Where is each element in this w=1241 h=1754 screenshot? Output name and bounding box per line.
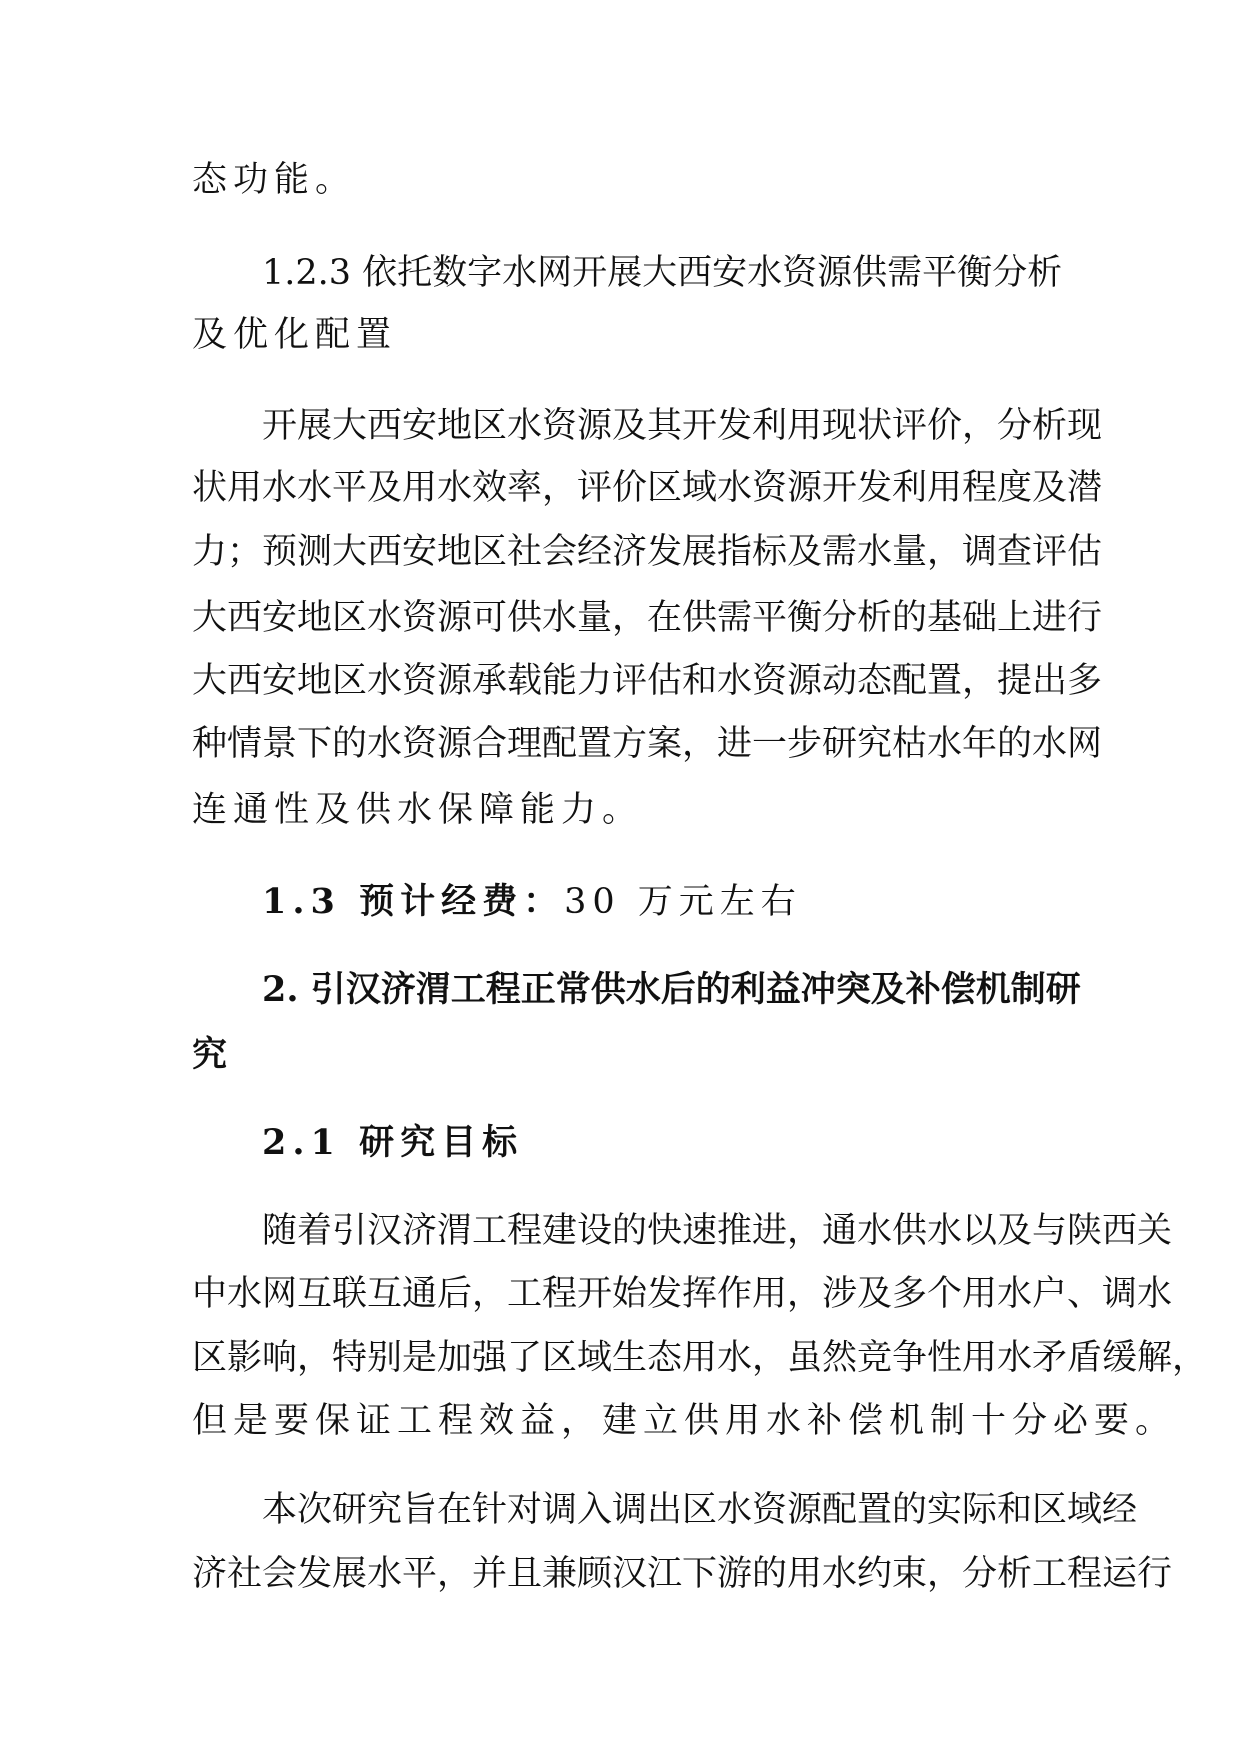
paragraph-line: 开展大西安地区水资源及其开发利用现状评价，分析现 <box>262 406 1103 446</box>
paragraph-line: 济社会发展水平，并且兼顾汉江下游的用水约束，分析工程运行 <box>192 1554 1173 1594</box>
subsection-heading-1-2-3: 1.2.3 依托数字水网开展大西安水资源供需平衡分析 <box>262 253 1063 293</box>
subsection-heading-1-2-3-cont: 及优化配置 <box>192 315 398 355</box>
budget-value: 30 万元左右 <box>564 882 802 922</box>
paragraph-line: 力；预测大西安地区社会经济发展指标及需水量，调查评估 <box>192 532 1103 572</box>
paragraph-line: 态功能。 <box>192 160 357 200</box>
section-heading-2: 2. 引汉济渭工程正常供水后的利益冲突及补偿机制研 <box>262 969 1081 1010</box>
paragraph-line: 随着引汉济渭工程建设的快速推进，通水供水以及与陕西关 <box>262 1211 1173 1251</box>
paragraph-line: 状用水水平及用水效率，评价区域水资源开发利用程度及潜 <box>192 468 1103 508</box>
paragraph-line: 连通性及供水保障能力。 <box>192 790 644 830</box>
paragraph-line: 但是要保证工程效益，建立供用水补偿机制十分必要。 <box>192 1401 1177 1441</box>
paragraph-line: 种情景下的水资源合理配置方案，进一步研究枯水年的水网 <box>192 724 1103 764</box>
paragraph-line: 大西安地区水资源承载能力评估和水资源动态配置，提出多 <box>192 661 1103 701</box>
paragraph-line: 本次研究旨在针对调入调出区水资源配置的实际和区域经 <box>262 1490 1138 1530</box>
paragraph-line: 大西安地区水资源可供水量，在供需平衡分析的基础上进行 <box>192 598 1103 638</box>
budget-line <box>262 879 1060 925</box>
subsection-heading-2-1: 2.1 研究目标 <box>262 1122 524 1163</box>
section-heading-2-cont: 究 <box>192 1034 234 1075</box>
budget-label: 1.3 预计经费： <box>262 881 565 922</box>
paragraph-line: 中水网互联互通后，工程开始发挥作用，涉及多个用水户、调水 <box>192 1274 1173 1314</box>
paragraph-line: 区影响，特别是加强了区域生态用水，虽然竞争性用水矛盾缓解， <box>192 1338 1208 1378</box>
